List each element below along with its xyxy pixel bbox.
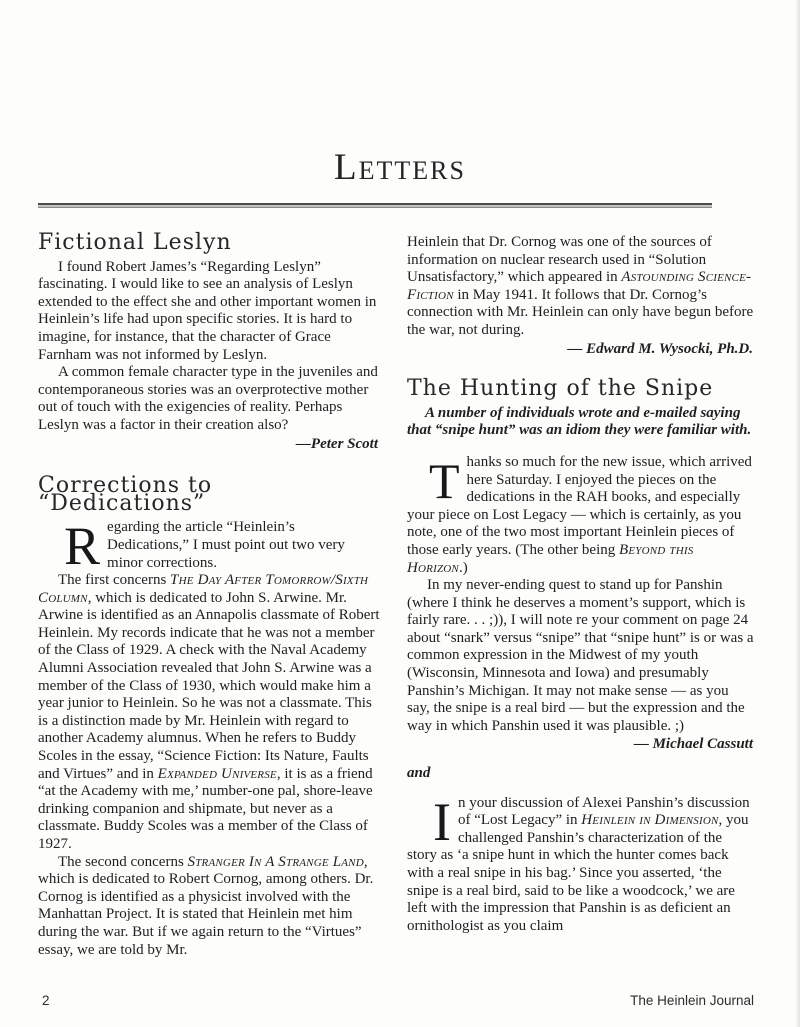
footer-page-number: 2 bbox=[42, 993, 50, 1008]
letter-paragraph-continuation bbox=[407, 234, 755, 340]
paragraph-text: , you challenged Panshin’s characterization of the story as ‘a snipe hunt in which the hunter comes back with a real snipe in his bag.’ Since you asserted, ‘the snipe is a real bird, said to be like a woodcock,’ we are left with the impression that Panshin is as deficient an ornithologist as you claim bbox=[407, 812, 749, 934]
paragraph-text: , which is dedicated to John S. Arwine. Mr. Arwine is identified as an Annapolis classmate of Robert Heinlein. My records indicate that he was not a member of the Class of 1929. A check with the Naval Academy Alumni Association revealed that John S. Arwine was a member of the Class of 1930, which would make him a year junior to Heinlein. So he was not a classmate. This is a distinction made by Mr. Heinlein with regard to another Academy alumnus. When he refers to Buddy Scoles in the essay, “Science Fiction: Its Nature, Faults and Virtues” and in bbox=[38, 589, 380, 782]
signature-edward-wysocki: — Edward M. Wysocki, Ph.D. bbox=[567, 340, 753, 357]
letter-paragraph: In my never-ending quest to stand up for Panshin (where I think he deserves a moment’s support, which is fairly rare. . . ;)), I will note re your comment on page 24 about “snark” versus “snipe” that “snipe hunt” is or was a common expression in the Midwest of my youth (Wisconsin, Minnesota and Iowa) and presumably Panshin’s Michigan. It may not make sense — as you say, the snipe is a real bird — but the expression and the way in which Panshin used it was plausible. ;) bbox=[407, 577, 754, 734]
editor-note: A number of individuals wrote and e-mailed saying that “snipe hunt” was an idiom they were familiar with. bbox=[407, 404, 752, 439]
letter-heading-hunting-of-the-snipe: The Hunting of the Snipe bbox=[407, 376, 714, 402]
paragraph-text: Heinlein that Dr. Cornog was one of the sources of information on nuclear research used in “Solution Unsatisfactory,” which appeared in bbox=[407, 234, 712, 286]
letter-paragraph: A common female character type in the juveniles and contemporaneous stories was an overprotective mother out of touch with the exigencies of reality. Perhaps Leslyn was a factor in their creation also? bbox=[38, 364, 378, 433]
book-title: Beyond this Horizon bbox=[407, 541, 694, 576]
letter-paragraph: I found Robert James’s “Regarding Leslyn” fascinating. I would like to see an analysis of Leslyn extended to the effect she and other important women in Heinlein’s life had upon specific stories. It is hard to imagine, for instance, that the character of Grace Farnham was not informed by Leslyn. bbox=[38, 258, 377, 363]
paragraph-text: hanks so much for the new issue, which arrived here Saturday. I enjoyed the pieces on the dedications in the RAH books, and especially your piece on Lost Legacy — which is certainly, as you note, one of the two most important Heinlein pieces of those early years. (The other being bbox=[407, 453, 752, 558]
signature-michael-cassutt: — Michael Cassutt bbox=[633, 736, 753, 753]
letter-heading-corrections: Corrections to “Dedications” bbox=[38, 473, 213, 516]
book-title: Stranger In A Strange Land bbox=[187, 853, 364, 870]
book-title: Astounding Science-Fiction bbox=[407, 269, 752, 303]
title-rule bbox=[38, 203, 712, 208]
footer-journal-title: The Heinlein Journal bbox=[630, 993, 754, 1008]
signature-peter-scott: —Peter Scott bbox=[295, 435, 378, 452]
letters-columns bbox=[38, 230, 762, 959]
paragraph-text: egarding the article “Heinlein’s Dedications,” I must point out two very minor corrections. bbox=[107, 519, 345, 571]
letter-paragraph bbox=[407, 791, 755, 936]
letter-paragraph bbox=[407, 454, 755, 577]
book-title: The Day After Tomorrow/Sixth Column bbox=[38, 572, 369, 606]
letter-paragraph bbox=[38, 854, 380, 960]
drop-cap-t: T bbox=[429, 452, 460, 509]
paragraph-text: n your discussion of Alexei Panshin’s discussion of “Lost Legacy” in bbox=[457, 794, 750, 829]
letter-paragraph bbox=[38, 572, 380, 854]
letter-heading-fictional-leslyn: Fictional Leslyn bbox=[38, 230, 232, 255]
paragraph-text: .) bbox=[458, 559, 468, 576]
paragraph-text: The first concerns bbox=[58, 572, 171, 589]
paragraph-text: in May 1941. It follows that Dr. Cornog’s connection with Mr. Heinlein can only have begun before the war, not during. bbox=[407, 286, 754, 338]
paragraph-text: , it is as a friend “at the Academy with me,’ number-one pal, shore-leave drinking companion and shipmate, but never as a classmate. Buddy Scoles was a member of the Class of 1927. bbox=[38, 765, 373, 852]
paragraph-text: , which is dedicated to Robert Cornog, among others. Dr. Cornog is identified as a physicist involved with the Manhattan Project. It is stated that Heinlein met him during the war. But if we again return to the “Virtues” essay, we are told by Mr. bbox=[38, 853, 374, 958]
page-footer bbox=[42, 993, 754, 1008]
masthead bbox=[0, 0, 800, 208]
scan-edge-shadow bbox=[795, 0, 800, 1027]
paragraph-text: The second concerns bbox=[58, 853, 188, 870]
page-title: LETTERS bbox=[334, 147, 466, 188]
right-column bbox=[407, 234, 755, 935]
drop-cap-i: I bbox=[433, 791, 451, 852]
left-column bbox=[38, 230, 380, 959]
drop-cap-r: R bbox=[64, 516, 101, 577]
book-title: Expanded Universe bbox=[157, 765, 277, 782]
book-title: Heinlein in Dimension bbox=[581, 812, 719, 829]
connector-and: and bbox=[407, 765, 431, 782]
letter-paragraph bbox=[38, 516, 380, 577]
